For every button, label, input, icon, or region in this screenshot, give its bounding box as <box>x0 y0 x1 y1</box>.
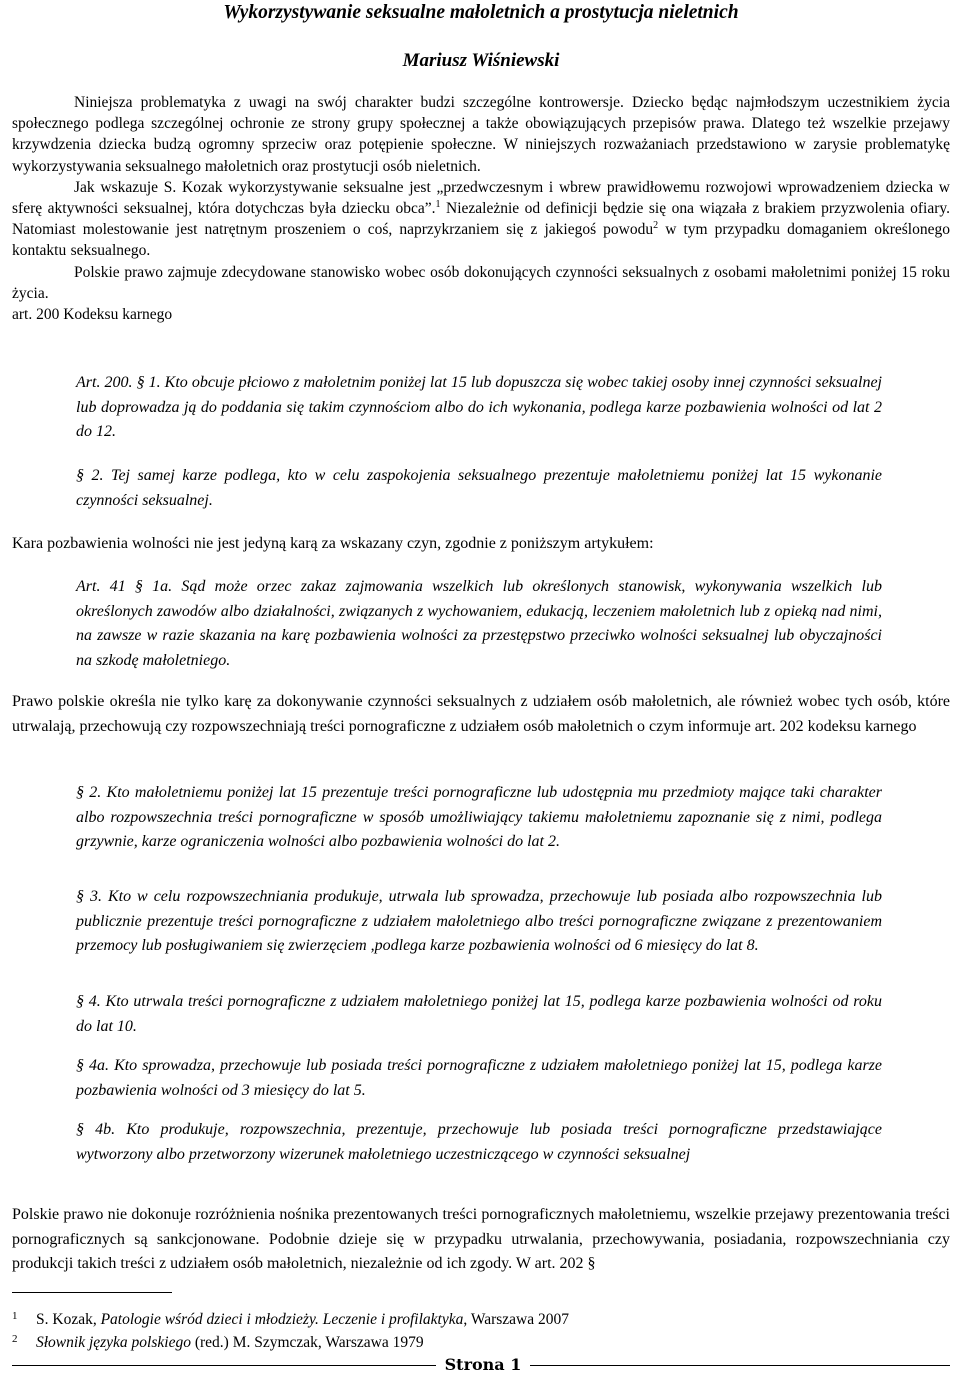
footnote-author: S. Kozak, <box>36 1311 101 1328</box>
closing-paragraph: Polskie prawo nie dokonuje rozróżnienia nośnika prezentowanych treści pornograficznych małoletniemu, wszelkie przejawy prezentowania treści pornograficznych są sankcjonowane. Podobnie dzieje się w przypadku utrwalania, przechowywania, posiadania, rozpowszechniania czy produkcji takich treści z udziałem osób małoletnich, niezależnie od ich zgody. W art. 202 § <box>12 1206 950 1272</box>
footnote-publication: , Warszawa 2007 <box>463 1311 569 1328</box>
page-number: Strona 1 <box>444 1355 522 1374</box>
footnote-divider <box>12 1292 172 1293</box>
footnote-ref-2[interactable]: 2 <box>653 220 659 232</box>
art41-par1a: Art. 41 § 1a. Sąd może orzec zakaz zajmowania wszelkich lub określonych stanowisk, wykonywania wszelkich lub określonych zawodów albo działalności, związanych z wychowaniem, edukacją, leczeniem małoletnich lub z opieką nad nimi, na zawsze w razie skazania na karę pozbawienia wolności za przestępstwo przeciwko wolności seksualnej lub obyczajności na szkodę małoletniego. <box>76 578 882 669</box>
art202-par4: § 4. Kto utrwala treści pornograficzne z udziałem małoletniego poniżej lat 15, podlega karze pozbawienia wolności od roku do lat 10. <box>76 993 882 1035</box>
document-page <box>12 0 950 1376</box>
art202-par4b: § 4b. Kto produkuje, rozpowszechnia, prezentuje, przechowuje lub posiada treści pornograficzne przedstawiające wytworzony albo przetworzony wizerunek małoletniego uczestniczącego w czynności seksualnej <box>76 1121 882 1163</box>
art202-par4a: § 4a. Kto sprowadza, przechowuje lub posiada treści pornograficzne z udziałem małoletniego poniżej lat 15, podlega karze pozbawienia wolności od 3 miesięcy do lat 5. <box>76 1057 882 1099</box>
footnote-text <box>36 1310 569 1330</box>
kozak-text-c: w tym przypadku domaganiem określonego kontaktu seksualnego. <box>12 221 950 260</box>
intro-section <box>12 92 950 325</box>
footnote-text <box>36 1333 424 1353</box>
footnote-ref-1[interactable]: 1 <box>435 198 441 210</box>
kozak-text-a: Jak wskazuje S. Kozak wykorzystywanie seksualne jest „przedwczesnym i wbrew prawidłowemu rozwojowi wprowadzeniem dziecka w sferę aktywności seksualnej, która dotychczas była dziecku obca”. <box>12 178 950 218</box>
footer-rule-left <box>12 1365 436 1366</box>
footnote-book-title: Patologie wśród dzieci i młodzieży. Leczenie i profilaktyka <box>100 1311 464 1328</box>
art200-reference: art. 200 Kodeksu karnego <box>12 306 173 324</box>
footer-rule-right <box>530 1365 950 1366</box>
art200-par2: § 2. Tej samej karze podlega, kto w celu zaspokojenia seksualnego prezentuje małoletniemu poniżej lat 15 wykonanie czynności seksualnej. <box>76 467 882 509</box>
footnote-book-title: Słownik języka polskiego <box>36 1334 191 1351</box>
kozak-paragraph <box>12 177 950 262</box>
footnote-number: 1 <box>12 1310 18 1322</box>
polish-law-paragraph: Polskie prawo zajmuje zdecydowane stanowisko wobec osób dokonujących czynności seksualnych z osobami małoletnimi poniżej 15 roku życia. <box>12 263 950 302</box>
footnote-publication: (red.) M. Szymczak, Warszawa 1979 <box>190 1334 424 1351</box>
page-footer <box>12 1355 950 1376</box>
document-title: Wykorzystywanie seksualne małoletnich a prostytucja nieletnich <box>223 2 739 23</box>
kozak-text-b: Niezależnie od definicji będzie się ona wiązała z brakiem przyzwolenia ofiary. Natomiast molestowanie jest natrętnym proszeniem o coś, naprzykrzaniem się z jakiegoś powodu <box>12 200 950 239</box>
intro-paragraph: Niniejsza problematyka z uwagi na swój charakter budzi szczególne kontrowersje. Dziecko będąc najmłodszym uczestnikiem życia społecznego podlega szczególnej ochronie ze strony grupy społecznej a także obowiązujących przepisów prawa. Dlatego też wszelkie przejawy krzywdzenia dziecka budzą ogromny sprzeciw oraz potępienie społeczne. W niniejszych rozważaniach przedstawiono w zarysie problematykę wykorzystywania seksualnego małoletnich oraz prostytucji osób nieletnich. <box>12 94 950 175</box>
document-author: Mariusz Wiśniewski <box>402 50 560 71</box>
footnote-number: 2 <box>12 1333 18 1345</box>
kara-paragraph: Kara pozbawienia wolności nie jest jedyną karą za wskazany czyn, zgodnie z poniższym artykułem: <box>12 535 654 552</box>
art202-par2: § 2. Kto małoletniemu poniżej lat 15 prezentuje treści pornograficzne lub udostępnia mu przedmioty mające taki charakter albo rozpowszechnia treści pornograficzne w sposób umożliwiający takiemu małoletniemu zapoznanie się z nimi, podlega grzywnie, karze ograniczenia wolności albo pozbawienia wolności do lat 2. <box>76 784 882 850</box>
prawo-polskie-paragraph: Prawo polskie określa nie tylko karę za dokonywanie czynności seksualnych z udziałem osób małoletnich, ale również wobec tych osób, które utrwalają, przechowują czy rozpowszechniają treści pornograficzne z udziałem osób małoletnich o czym informuje art. 202 kodeksu karnego <box>12 693 950 735</box>
art200-par1: Art. 200. § 1. Kto obcuje płciowo z małoletnim poniżej lat 15 lub dopuszcza się wobec takiej osoby innej czynności seksualnej lub doprowadza ją do poddania się takim czynnościom albo do ich wykonania, podlega karze pozbawienia wolności od lat 2 do 12. <box>76 374 882 440</box>
art202-par3: § 3. Kto w celu rozpowszechniania produkuje, utrwala lub sprowadza, przechowuje lub posiada albo rozpowszechnia lub publicznie prezentuje treści pornograficzne z udziałem małoletniego albo treści pornograficzne związane z prezentowaniem przemocy lub posługiwaniem się zwierzęciem ,podlega karze pozbawienia wolności od 6 miesięcy do lat 8. <box>76 888 882 954</box>
